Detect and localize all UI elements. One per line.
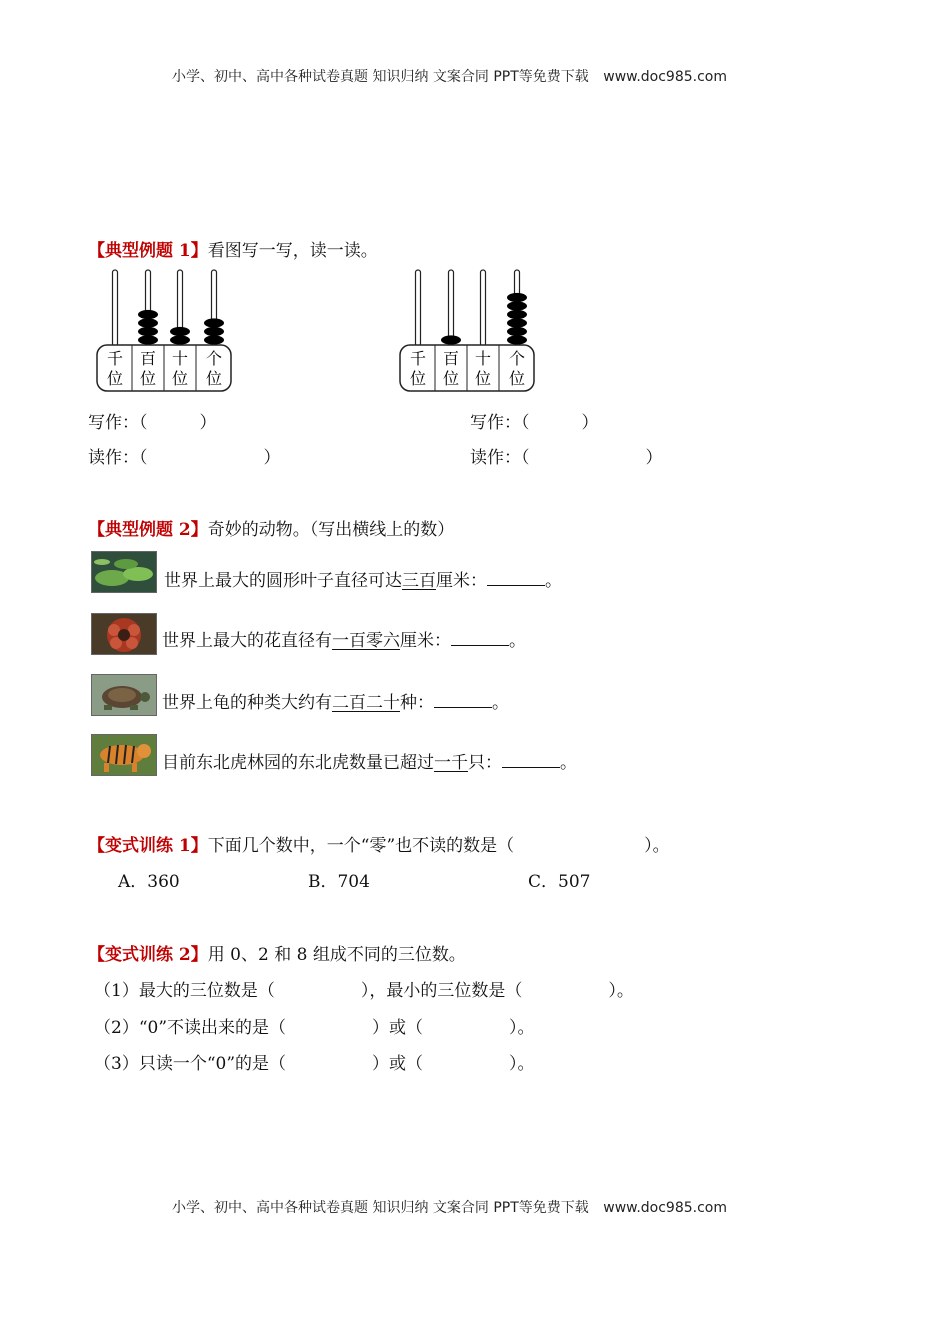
- answer-blank[interactable]: [451, 631, 509, 646]
- abacus-b-bead: [441, 335, 461, 344]
- write-line-b: [470, 408, 599, 433]
- abacus-a-bead: [170, 327, 190, 336]
- abacus-b-label: 百: [442, 349, 460, 368]
- footer-text: 小学、初中、高中各种试卷真题 知识归纳 文案合同 PPT等免费下载: [172, 1200, 589, 1216]
- abacus-b-rod: [416, 270, 421, 346]
- abacus-b-label: 位: [474, 369, 492, 388]
- example-1-tag: 【典型例题 1】: [88, 241, 208, 261]
- abacus-b-bead: [507, 301, 527, 310]
- variation-1-heading: 【变式训练 1】下面几个数中，一个“零”也不读的数是（ ）。: [88, 836, 670, 856]
- variation-2-heading: [88, 940, 466, 965]
- read-label: 读作：（: [88, 448, 148, 468]
- abacus-b-label: 个: [508, 349, 526, 368]
- lily-pad-photo: [91, 551, 157, 593]
- abacus-a: [95, 266, 235, 394]
- write-close: ）: [199, 413, 217, 433]
- answer-blank[interactable]: [487, 571, 545, 586]
- abacus-a-bead: [138, 310, 158, 319]
- abacus-a-bead: [204, 318, 224, 327]
- abacus-a-rod: [113, 270, 118, 346]
- variation-1-tag: 【变式训练 1】: [88, 836, 208, 856]
- abacus-b-label: 位: [442, 369, 460, 388]
- abacus-b-bead: [507, 310, 527, 319]
- header-url: www.doc985.com: [603, 69, 727, 85]
- answer-blank[interactable]: [502, 753, 560, 768]
- rafflesia-photo: [91, 613, 157, 655]
- animal-item: 世界上龟的种类大约有二百二十种： 。: [162, 693, 509, 713]
- write-line-a: [88, 408, 217, 433]
- tiger-photo: [91, 734, 157, 776]
- abacus-a-label: 百: [139, 349, 157, 368]
- abacus-b-label: 位: [409, 369, 427, 388]
- variation-1-question: 下面几个数中，一个“零”也不读的数是（: [207, 836, 515, 856]
- variation-2-line-1: （1）最大的三位数是（ ），最小的三位数是（ ）。: [94, 981, 634, 1001]
- option-b[interactable]: B．704: [308, 872, 370, 892]
- abacus-b-label: 位: [508, 369, 526, 388]
- example-2-heading: [88, 515, 454, 540]
- animal-item: 目前东北虎林园的东北虎数量已超过一千只： 。: [162, 753, 577, 773]
- animal-item: 世界上最大的花直径有一百零六厘米： 。: [162, 631, 526, 651]
- example-1-heading: [88, 236, 378, 261]
- footer-url: www.doc985.com: [603, 1200, 727, 1216]
- abacus-a-bead: [138, 335, 158, 344]
- example-2-tag: 【典型例题 2】: [88, 520, 208, 540]
- variation-2-line-3: （3）只读一个“0”的是（ ）或（ ）。: [94, 1054, 535, 1074]
- page-header: [172, 66, 727, 86]
- abacus-a-label: 十: [171, 349, 189, 368]
- abacus-a-label: 位: [106, 369, 124, 388]
- abacus-a-bead: [204, 335, 224, 344]
- variation-2-line-2: （2）“0”不读出来的是（ ）或（ ）。: [94, 1018, 535, 1038]
- animal-item: 世界上最大的圆形叶子直径可达三百厘米： 。: [164, 571, 562, 591]
- answer-blank[interactable]: [434, 693, 492, 708]
- read-label: 读作：（: [470, 448, 530, 468]
- abacus-b-bead: [507, 327, 527, 336]
- variation-2-tag: 【变式训练 2】: [88, 945, 208, 965]
- read-close: ）: [263, 448, 281, 468]
- read-close: ）: [645, 448, 663, 468]
- example-1-title: 看图写一写，读一读。: [207, 241, 378, 261]
- abacus-a-label: 位: [205, 369, 223, 388]
- option-a[interactable]: A．360: [118, 872, 180, 892]
- abacus-a-bead: [138, 318, 158, 327]
- abacus-a-label: 位: [171, 369, 189, 388]
- read-line-a: [88, 443, 281, 468]
- turtle-photo: [91, 674, 157, 716]
- abacus-b-label: 千: [409, 349, 427, 368]
- abacus-a-bead: [204, 327, 224, 336]
- abacus-b-bead: [507, 293, 527, 302]
- abacus-a-bead: [170, 335, 190, 344]
- abacus-b: [398, 266, 538, 394]
- abacus-b-bead: [507, 335, 527, 344]
- abacus-a-label: 位: [139, 369, 157, 388]
- write-close: ）: [581, 413, 599, 433]
- write-label: 写作：（: [88, 413, 148, 433]
- variation-2-title: 用 0、2 和 8 组成不同的三位数。: [207, 945, 466, 965]
- read-line-b: [470, 443, 663, 468]
- page-footer: [172, 1197, 727, 1217]
- abacus-a-bead: [138, 327, 158, 336]
- example-2-title: 奇妙的动物。（写出横线上的数）: [207, 520, 455, 540]
- abacus-b-label: 十: [474, 349, 492, 368]
- abacus-b-rod: [481, 270, 486, 346]
- header-text: 小学、初中、高中各种试卷真题 知识归纳 文案合同 PPT等免费下载: [172, 69, 589, 85]
- abacus-a-label: 千: [106, 349, 124, 368]
- abacus-b-rod: [449, 270, 454, 346]
- abacus-a-label: 个: [205, 349, 223, 368]
- option-c[interactable]: C．507: [528, 872, 591, 892]
- abacus-b-bead: [507, 318, 527, 327]
- write-label: 写作：（: [470, 413, 530, 433]
